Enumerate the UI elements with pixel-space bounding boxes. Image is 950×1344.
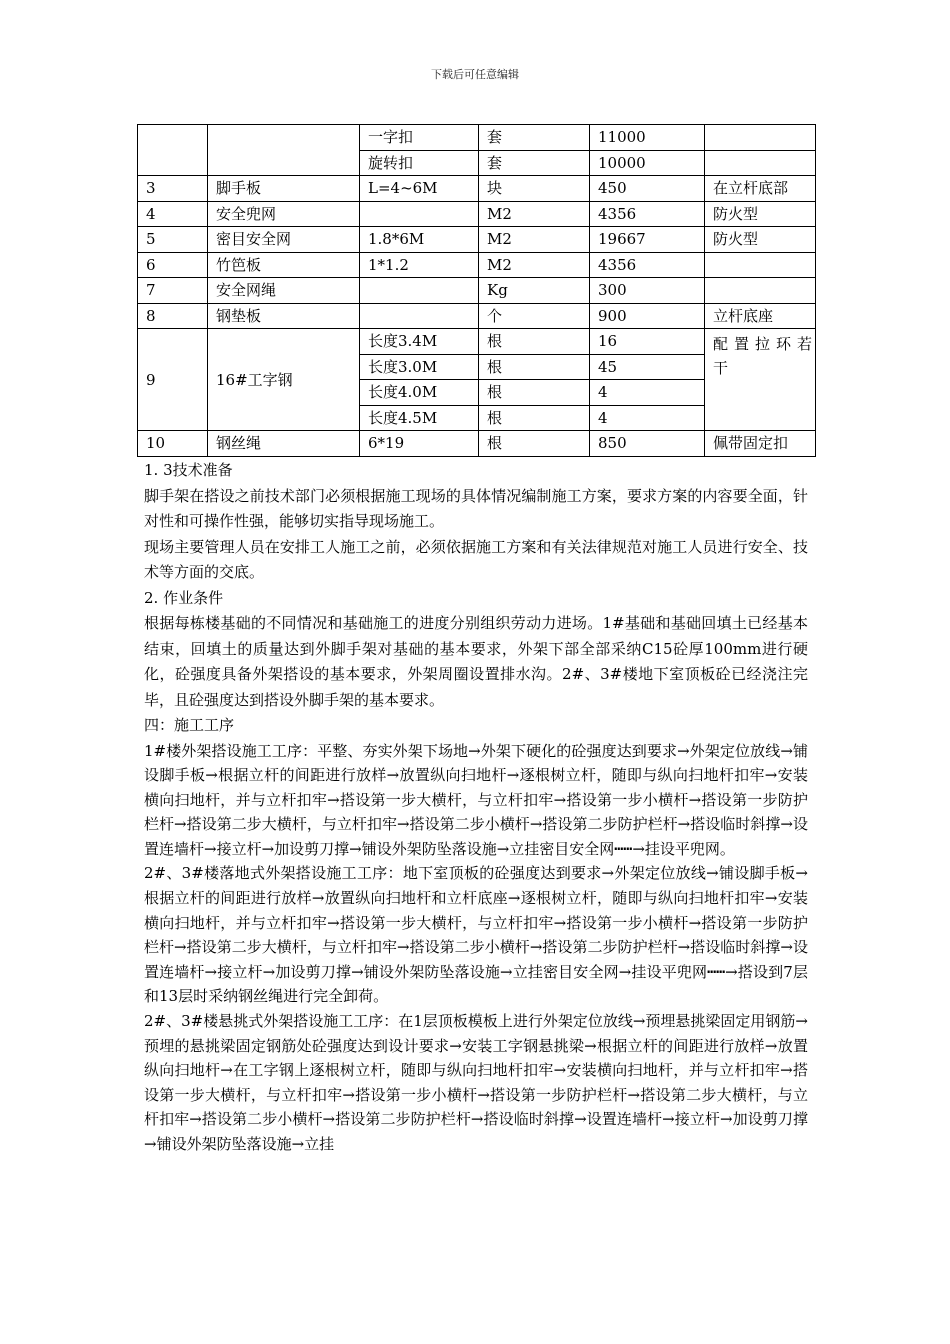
cell-spec: 长度4.0M: [360, 380, 479, 406]
paragraph: 现场主要管理人员在安排工人施工之前，必须依据施工方案和有关法律规范对施工人员进行安全、技术等方面的交底。: [144, 537, 808, 581]
cell-no: 3: [138, 176, 208, 202]
cell-no: 6: [138, 252, 208, 278]
cell-spec: 6*19: [360, 431, 479, 457]
table-row: [138, 278, 816, 304]
cell-no: 7: [138, 278, 208, 304]
table-row: [138, 176, 816, 202]
table-row: [138, 125, 816, 151]
cell-spec: 长度3.4M: [360, 329, 479, 355]
cell-note: 佩带固定扣: [705, 431, 816, 457]
cell-unit: M2: [479, 252, 590, 278]
heading-tech-prep: 1. 3技术准备: [144, 461, 233, 479]
paragraph: 2#、3#楼悬挑式外架搭设施工工序：在1层顶板模板上进行外架定位放线→预埋悬挑梁固定用钢筋→预埋的悬挑梁固定钢筋处砼强度达到设计要求→安装工字钢悬挑梁→根据立杆的间距进行放样→放置纵向扫地杆→在工字钢上逐根树立杆，随即与纵向扫地杆扣牢→安装横向扫地杆，并与立杆扣牢→搭设第一步大横杆，与立杆扣牢→搭设第一步小横杆→搭设第一步防护栏杆→搭设第二步大横杆，与立杆扣牢→搭设第二步小横杆→搭设第二步防护栏杆→搭设临时斜撑→设置连墙杆→接立杆→加设剪刀撑→铺设外架防坠落设施→立挂: [144, 1012, 808, 1153]
paragraph: 2#、3#楼落地式外架搭设施工工序：地下室顶板的砼强度达到要求→外架定位放线→铺设脚手板→根据立杆的间距进行放样→放置纵向扫地杆和立杆底座→逐根树立杆，随即与纵向扫地杆扣牢→安装横向扫地杆，并与立杆扣牢→搭设第一步大横杆，与立杆扣牢→搭设第一步小横杆→搭设第一步防护栏杆→搭设第二步大横杆，与立杆扣牢→搭设第二步小横杆→搭设第二步防护栏杆→搭设临时斜撑→设置连墙杆→接立杆→加设剪刀撑→铺设外架防坠落设施→立挂密目安全网→挂设平兜网┅┅→搭设到7层和13层时采纳钢丝绳进行完全卸荷。: [144, 864, 808, 1006]
cell-qty: 4356: [590, 201, 705, 227]
cell-note: [705, 278, 816, 304]
cell-spec: L=4~6M: [360, 176, 479, 202]
cell-note: 配置拉环若干: [705, 329, 816, 431]
cell-name: 钢丝绳: [208, 431, 360, 457]
cell-spec: 旋转扣: [360, 150, 479, 176]
table-row: [138, 303, 816, 329]
paragraph: 根据每栋楼基础的不同情况和基础施工的进度分别组织劳动力进场。1#基础和基础回填土已经基本结束，回填土的质量达到外脚手架对基础的基本要求，外架下部全部采纳C15砼厚100mm进行硬化，砼强度具备外架搭设的基本要求，外架周圈设置排水沟。2#、3#楼地下室顶板砼已经浇注完毕，且砼强度达到搭设外脚手架的基本要求。: [144, 614, 808, 709]
cell-name: 脚手板: [208, 176, 360, 202]
cell-qty: 300: [590, 278, 705, 304]
cell-spec: 长度4.5M: [360, 405, 479, 431]
cell-spec: [360, 278, 479, 304]
cell-spec: 1*1.2: [360, 252, 479, 278]
heading-procedure: 四：施工工序: [144, 716, 235, 734]
cell-note: [705, 150, 816, 176]
cell-no: 5: [138, 227, 208, 253]
paragraph: 脚手架在搭设之前技术部门必须根据施工现场的具体情况编制施工方案，要求方案的内容要全面，针对性和可操作性强，能够切实指导现场施工。: [144, 486, 808, 530]
cell-name: [208, 125, 360, 176]
cell-qty: 4: [590, 380, 705, 406]
cell-note: [705, 125, 816, 151]
cell-qty: 16: [590, 329, 705, 355]
cell-qty: 900: [590, 303, 705, 329]
cell-qty: 11000: [590, 125, 705, 151]
cell-name: 安全网绳: [208, 278, 360, 304]
cell-note: 立杆底座: [705, 303, 816, 329]
cell-no: 8: [138, 303, 208, 329]
cell-unit: 套: [479, 125, 590, 151]
table-row: [138, 252, 816, 278]
cell-no: [138, 125, 208, 176]
cell-unit: 套: [479, 150, 590, 176]
table-row: [138, 201, 816, 227]
cell-unit: Kg: [479, 278, 590, 304]
cell-qty: 45: [590, 354, 705, 380]
heading-work-conditions: 2. 作业条件: [144, 588, 224, 607]
cell-spec: 一字扣: [360, 125, 479, 151]
paragraph: 1#楼外架搭设施工工序：平整、夯实外架下场地→外架下硬化的砼强度达到要求→外架定位放线→铺设脚手板→根据立杆的间距进行放样→放置纵向扫地杆→逐根树立杆，随即与纵向扫地杆扣牢→安装横向扫地杆，并与立杆扣牢→搭设第一步大横杆，与立杆扣牢→搭设第一步小横杆→搭设第一步防护栏杆→搭设第二步大横杆，与立杆扣牢→搭设第二步小横杆→搭设第二步防护栏杆→搭设临时斜撑→设置连墙杆→接立杆→加设剪刀撑→铺设外架防坠落设施→立挂密目安全网┅┅→挂设平兜网。: [144, 741, 808, 858]
table-row: [138, 227, 816, 253]
cell-spec: 长度3.0M: [360, 354, 479, 380]
cell-name: 竹笆板: [208, 252, 360, 278]
cell-qty: 4356: [590, 252, 705, 278]
cell-no: 10: [138, 431, 208, 457]
cell-name: 16#工字钢: [208, 329, 360, 431]
cell-qty: 4: [590, 405, 705, 431]
page-header: 下载后可任意编辑: [431, 68, 519, 81]
cell-spec: 1.8*6M: [360, 227, 479, 253]
cell-spec: [360, 201, 479, 227]
cell-note: 防火型: [705, 201, 816, 227]
cell-unit: 根: [479, 380, 590, 406]
cell-qty: 850: [590, 431, 705, 457]
cell-unit: 根: [479, 354, 590, 380]
cell-qty: 450: [590, 176, 705, 202]
cell-unit: 根: [479, 431, 590, 457]
cell-name: 密目安全网: [208, 227, 360, 253]
cell-unit: M2: [479, 227, 590, 253]
cell-note: [705, 252, 816, 278]
table-row: [138, 431, 816, 457]
document-body: [144, 458, 808, 1157]
cell-name: 钢垫板: [208, 303, 360, 329]
cell-name: 安全兜网: [208, 201, 360, 227]
cell-unit: M2: [479, 201, 590, 227]
cell-no: 4: [138, 201, 208, 227]
cell-unit: 根: [479, 405, 590, 431]
cell-unit: 根: [479, 329, 590, 355]
cell-note: 在立杆底部: [705, 176, 816, 202]
cell-spec: [360, 303, 479, 329]
cell-unit: 个: [479, 303, 590, 329]
table-row: [138, 329, 816, 355]
cell-unit: 块: [479, 176, 590, 202]
cell-qty: 19667: [590, 227, 705, 253]
cell-note: 防火型: [705, 227, 816, 253]
materials-table: [137, 124, 816, 457]
cell-qty: 10000: [590, 150, 705, 176]
cell-no: 9: [138, 329, 208, 431]
